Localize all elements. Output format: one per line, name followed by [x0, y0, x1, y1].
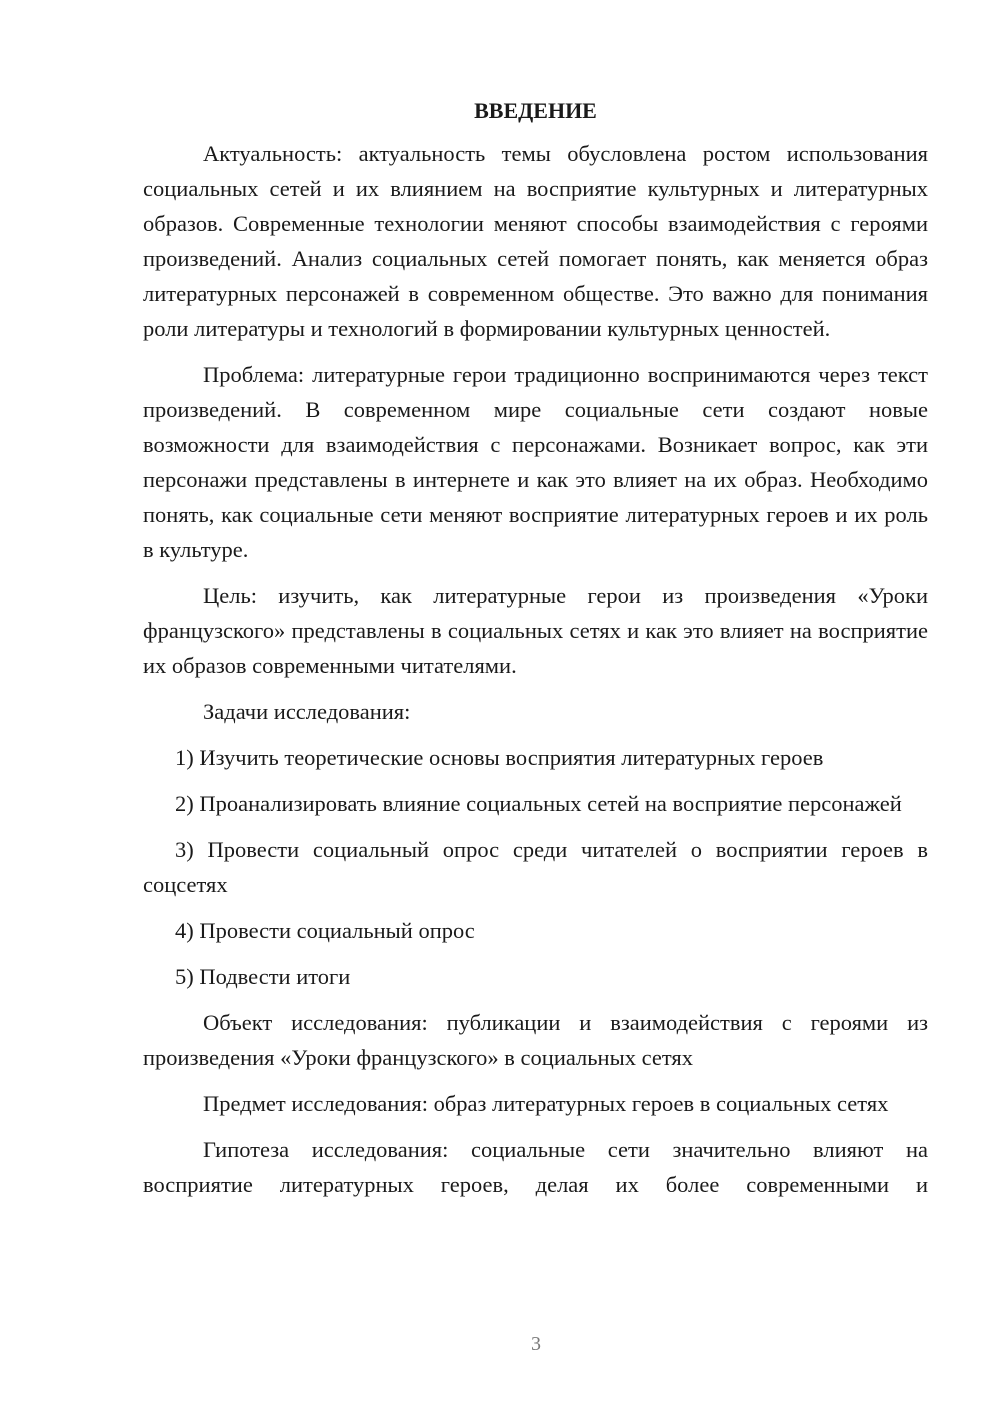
paragraph-tasks-heading: Задачи исследования:: [203, 699, 411, 724]
paragraph-goal: Цель: изучить, как литературные герои из произведения «Уроки французского» представлены в социальных сетях и как это влияет на восприятие их образов современными читателями.: [143, 583, 928, 678]
task-item: 4) Провести социальный опрос: [175, 918, 475, 943]
task-item: 2) Проанализировать влияние социальных сетей на восприятие персонажей: [175, 791, 902, 816]
task-item: 3) Провести социальный опрос среди читателей о восприятии героев в соцсетях: [143, 837, 928, 897]
task-item: 1) Изучить теоретические основы восприятия литературных героев: [175, 745, 824, 770]
paragraph-hypothesis: Гипотеза исследования: социальные сети значительно влияют на восприятие литературных героев, делая их более современными и: [143, 1137, 928, 1197]
paragraph-subject: Предмет исследования: образ литературных героев в социальных сетях: [203, 1091, 889, 1116]
page-number: 3: [531, 1333, 541, 1355]
task-item: 5) Подвести итоги: [175, 964, 351, 989]
document-body: [143, 96, 928, 1213]
paragraph-relevance: Актуальность: актуальность темы обусловлена ростом использования социальных сетей и их влиянием на восприятие культурных и литературных образов. Современные технологии меняют способы взаимодействия с героями произведений. Анализ социальных сетей помогает понять, как меняется образ литературных персонажей в современном обществе. Это важно для понимания роли литературы и технологий в формировании культурных ценностей.: [143, 141, 928, 341]
paragraph-object: Объект исследования: публикации и взаимодействия с героями из произведения «Уроки французского» в социальных сетях: [143, 1010, 928, 1070]
section-title: ВВЕДЕНИЕ: [474, 98, 597, 123]
paragraph-problem: Проблема: литературные герои традиционно воспринимаются через текст произведений. В современном мире социальные сети создают новые возможности для взаимодействия с персонажами. Возникает вопрос, как эти персонажи представлены в интернете и как это влияет на их образ. Необходимо понять, как социальные сети меняют восприятие литературных героев и их роль в культуре.: [143, 362, 928, 562]
